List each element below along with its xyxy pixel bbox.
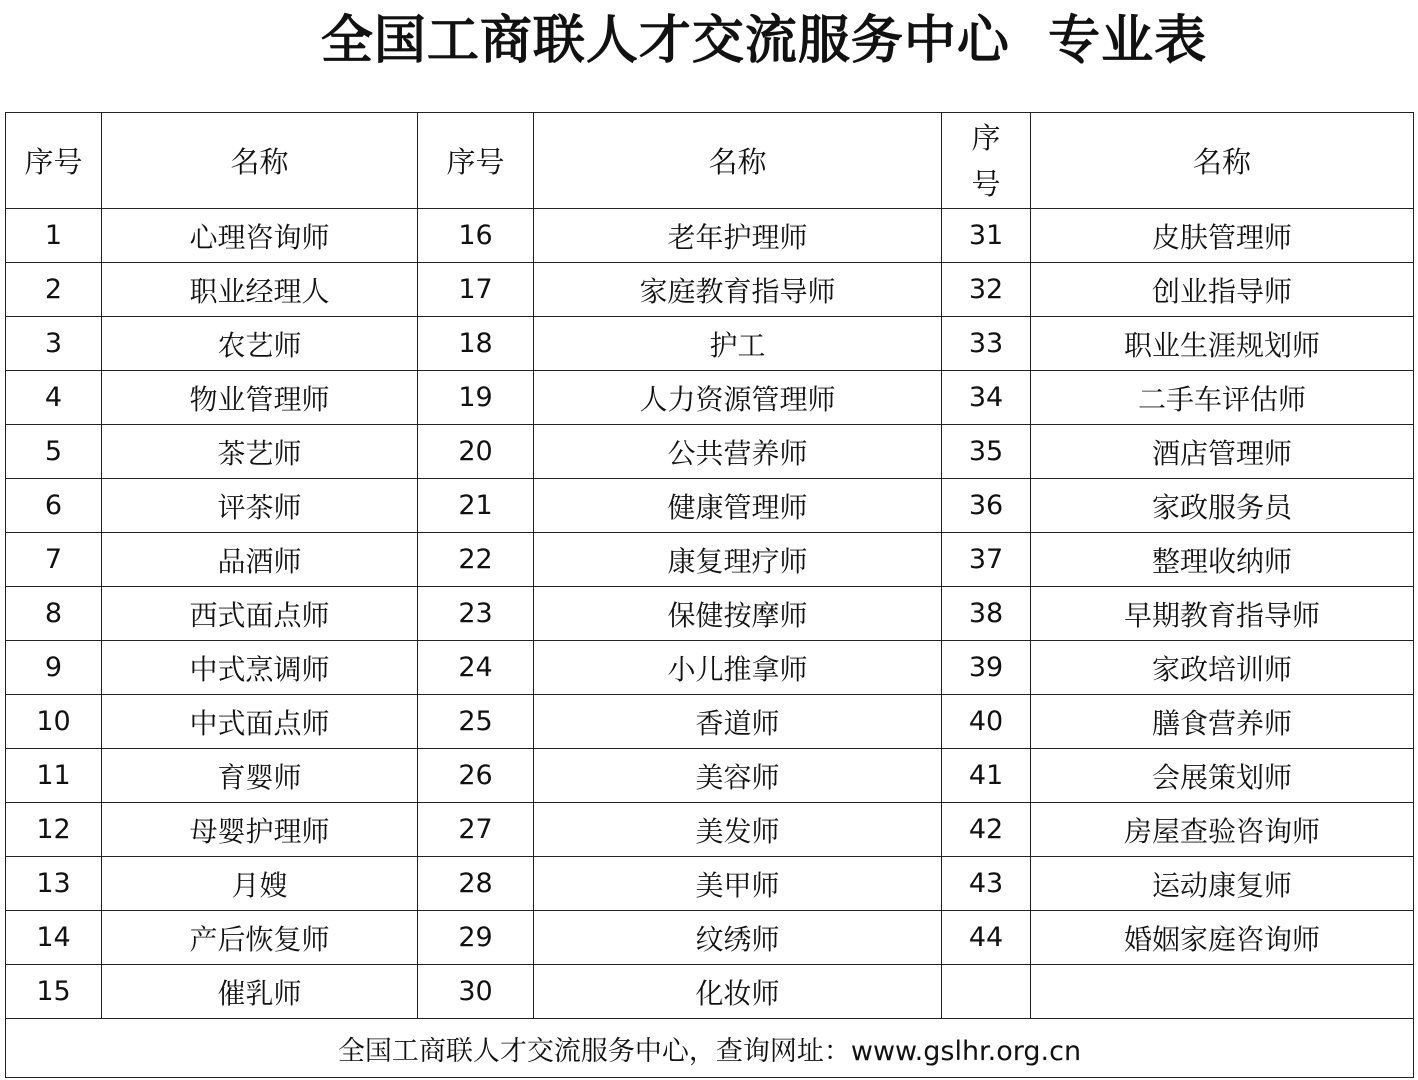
- footer-note: 全国工商联人才交流服务中心，查询网址：www.gslhr.org.cn: [6, 1019, 1414, 1078]
- table-row: [6, 425, 1414, 479]
- cell-seq-1: 12: [6, 803, 102, 857]
- table-body: [6, 209, 1414, 1019]
- cell-name-2: 美甲师: [534, 857, 942, 911]
- cell-seq-1: 2: [6, 263, 102, 317]
- cell-name-3: 房屋查验咨询师: [1031, 803, 1414, 857]
- cell-name-2: 人力资源管理师: [534, 371, 942, 425]
- cell-seq-3: [942, 965, 1031, 1019]
- table-header-row: [6, 113, 1414, 209]
- cell-seq-1: 9: [6, 641, 102, 695]
- cell-name-1: 农艺师: [102, 317, 418, 371]
- cell-name-1: 母婴护理师: [102, 803, 418, 857]
- cell-seq-3: 40: [942, 695, 1031, 749]
- cell-seq-2: 24: [418, 641, 534, 695]
- cell-name-3: 家政培训师: [1031, 641, 1414, 695]
- cell-seq-2: 27: [418, 803, 534, 857]
- profession-table: [5, 112, 1414, 1078]
- cell-name-2: 老年护理师: [534, 209, 942, 263]
- table-row: [6, 209, 1414, 263]
- cell-seq-3: 37: [942, 533, 1031, 587]
- header-name-1: 名称: [102, 113, 418, 209]
- cell-seq-1: 14: [6, 911, 102, 965]
- cell-name-3: 酒店管理师: [1031, 425, 1414, 479]
- cell-name-1: 茶艺师: [102, 425, 418, 479]
- cell-name-3: 早期教育指导师: [1031, 587, 1414, 641]
- cell-name-3: 二手车评估师: [1031, 371, 1414, 425]
- cell-name-1: 中式烹调师: [102, 641, 418, 695]
- cell-seq-3: 33: [942, 317, 1031, 371]
- cell-seq-1: 11: [6, 749, 102, 803]
- cell-seq-2: 16: [418, 209, 534, 263]
- cell-seq-2: 23: [418, 587, 534, 641]
- header-name-2: 名称: [534, 113, 942, 209]
- cell-seq-2: 20: [418, 425, 534, 479]
- footer-row: [6, 1019, 1414, 1078]
- table-row: [6, 641, 1414, 695]
- cell-name-1: 西式面点师: [102, 587, 418, 641]
- cell-name-1: 育婴师: [102, 749, 418, 803]
- cell-seq-1: 10: [6, 695, 102, 749]
- table-row: [6, 479, 1414, 533]
- cell-name-1: 品酒师: [102, 533, 418, 587]
- cell-seq-2: 21: [418, 479, 534, 533]
- cell-seq-2: 29: [418, 911, 534, 965]
- cell-name-2: 美容师: [534, 749, 942, 803]
- table-row: [6, 749, 1414, 803]
- cell-name-1: 月嫂: [102, 857, 418, 911]
- table-row: [6, 965, 1414, 1019]
- cell-seq-3: 39: [942, 641, 1031, 695]
- cell-seq-1: 8: [6, 587, 102, 641]
- cell-name-2: 护工: [534, 317, 942, 371]
- cell-seq-2: 28: [418, 857, 534, 911]
- cell-name-3: 运动康复师: [1031, 857, 1414, 911]
- cell-name-1: 职业经理人: [102, 263, 418, 317]
- table-row: [6, 371, 1414, 425]
- cell-seq-3: 32: [942, 263, 1031, 317]
- table-row: [6, 317, 1414, 371]
- cell-name-3: 会展策划师: [1031, 749, 1414, 803]
- cell-name-2: 康复理疗师: [534, 533, 942, 587]
- cell-name-1: 中式面点师: [102, 695, 418, 749]
- cell-name-3: 职业生涯规划师: [1031, 317, 1414, 371]
- header-seq-1: 序号: [6, 113, 102, 209]
- header-seq-3: [942, 113, 1031, 209]
- cell-seq-2: 26: [418, 749, 534, 803]
- cell-seq-2: 22: [418, 533, 534, 587]
- cell-seq-2: 30: [418, 965, 534, 1019]
- cell-name-2: 小儿推拿师: [534, 641, 942, 695]
- cell-name-2: 美发师: [534, 803, 942, 857]
- cell-name-3: [1031, 965, 1414, 1019]
- cell-seq-1: 7: [6, 533, 102, 587]
- cell-seq-3: 43: [942, 857, 1031, 911]
- cell-name-2: 家庭教育指导师: [534, 263, 942, 317]
- table-row: [6, 911, 1414, 965]
- cell-name-2: 香道师: [534, 695, 942, 749]
- cell-name-2: 保健按摩师: [534, 587, 942, 641]
- cell-name-3: 家政服务员: [1031, 479, 1414, 533]
- cell-name-1: 产后恢复师: [102, 911, 418, 965]
- cell-name-3: 皮肤管理师: [1031, 209, 1414, 263]
- header-name-3: 名称: [1031, 113, 1414, 209]
- cell-seq-3: 41: [942, 749, 1031, 803]
- cell-name-3: 整理收纳师: [1031, 533, 1414, 587]
- cell-seq-3: 36: [942, 479, 1031, 533]
- cell-name-2: 化妆师: [534, 965, 942, 1019]
- header-seq-3-top: 序: [971, 120, 1001, 155]
- cell-seq-2: 19: [418, 371, 534, 425]
- cell-name-2: 公共营养师: [534, 425, 942, 479]
- cell-seq-3: 34: [942, 371, 1031, 425]
- cell-seq-2: 17: [418, 263, 534, 317]
- cell-seq-2: 25: [418, 695, 534, 749]
- cell-seq-3: 42: [942, 803, 1031, 857]
- cell-seq-3: 31: [942, 209, 1031, 263]
- cell-seq-1: 4: [6, 371, 102, 425]
- cell-seq-3: 38: [942, 587, 1031, 641]
- header-seq-3-bottom: 号: [971, 166, 1001, 201]
- cell-name-2: 纹绣师: [534, 911, 942, 965]
- cell-name-1: 评茶师: [102, 479, 418, 533]
- cell-seq-1: 1: [6, 209, 102, 263]
- cell-name-3: 膳食营养师: [1031, 695, 1414, 749]
- cell-seq-1: 5: [6, 425, 102, 479]
- table-row: [6, 263, 1414, 317]
- cell-seq-1: 3: [6, 317, 102, 371]
- table-row: [6, 857, 1414, 911]
- table-row: [6, 803, 1414, 857]
- table-row: [6, 695, 1414, 749]
- cell-name-3: 婚姻家庭咨询师: [1031, 911, 1414, 965]
- cell-seq-3: 44: [942, 911, 1031, 965]
- cell-seq-3: 35: [942, 425, 1031, 479]
- cell-name-1: 物业管理师: [102, 371, 418, 425]
- cell-seq-1: 13: [6, 857, 102, 911]
- cell-seq-1: 6: [6, 479, 102, 533]
- cell-name-1: 心理咨询师: [102, 209, 418, 263]
- cell-seq-2: 18: [418, 317, 534, 371]
- cell-name-1: 催乳师: [102, 965, 418, 1019]
- cell-seq-1: 15: [6, 965, 102, 1019]
- table-row: [6, 587, 1414, 641]
- cell-name-3: 创业指导师: [1031, 263, 1414, 317]
- table-row: [6, 533, 1414, 587]
- header-seq-2: 序号: [418, 113, 534, 209]
- page-title: 全国工商联人才交流服务中心 专业表: [320, 11, 1208, 71]
- cell-name-2: 健康管理师: [534, 479, 942, 533]
